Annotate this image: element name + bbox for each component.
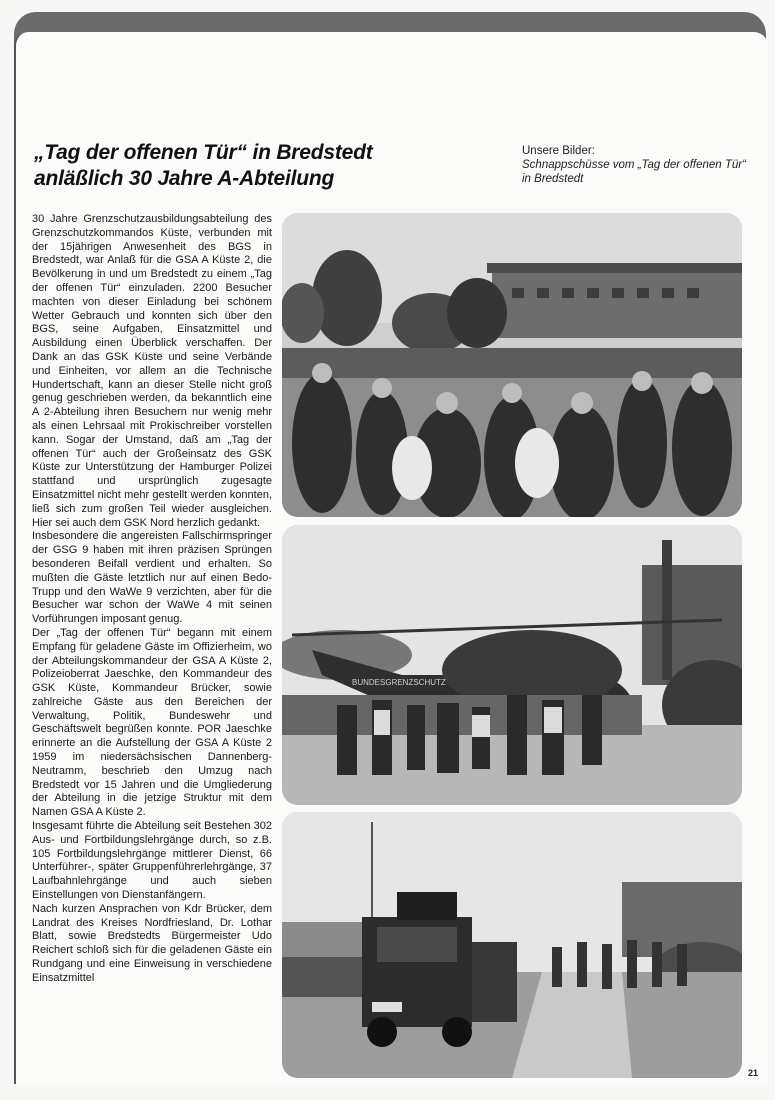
- photo-helicopter: [282, 525, 742, 805]
- article-title-line2: anläßlich 30 Jahre A-Abteilung: [34, 167, 335, 190]
- article-paragraph: Nach kurzen Ansprachen von Kdr Brücker, dem Landrat des Kreises Nordfriesland, Dr. Lothar Blatt, sowie Bredstedts Bürgermeister Udo Reichert schloß sich für die geladenen Gäste ein Rundgang und eine Einweisung in verschiedene Einsatzmittel: [32, 902, 272, 984]
- helicopter-marking: BUNDESGRENZSCHUTZ: [352, 678, 446, 687]
- photo-caption: [522, 144, 752, 186]
- article-paragraph: Insbesondere die angereisten Fallschirmspringer der GSG 9 haben mit ihren präzisen Sprüngen besonderen Beifall verdient und erhalten. So mußten die Gäste letztlich nur auf einen Bedo-Trupp und den WaWe 9 verzichten, aber für die Besucher war schon der WaWe 4 mit seinen Vorführungen imposant genug.: [32, 530, 272, 626]
- article-paragraph: Der „Tag der offenen Tür“ begann mit einem Empfang für geladene Gäste im Offizierheim, wo der Abteilungskommandeur der GSA A Küste 2, Polizeioberrat Jaeschke, den Kommandeur des GSK Küste, Kommandeur Brücker, sowie zahlreiche Gäste aus den Bereichen der Verwaltung, Politik, Bundeswehr und Geschäftswelt begrüßen konnte. POR Jaeschke erinnerte an die Aufstellung der GSA A Küste 2 1959 im niedersächsischen Dannenberg-Neutramm, beschrieb den Umzug nach Bredstedt vor 15 Jahren und die Umgliederung der Abteilung in die jetzige Struktur mit dem Namen GSA A Küste 2.: [32, 626, 272, 819]
- page-number: 21: [748, 1068, 759, 1078]
- photo-vehicle: [282, 812, 742, 1078]
- photo-caption-heading: Unsere Bilder:: [522, 145, 595, 157]
- article-title-line1: „Tag der offenen Tür“ in Bredstedt: [34, 141, 373, 164]
- photo-crowd-lawn: [282, 213, 742, 517]
- article-paragraph: 30 Jahre Grenzschutzausbildungsabteilung des Grenzschutzkommandos Küste, verbunden mit der 15jährigen Anwesenheit des BGS in Bredstedt, war Anlaß für die GSA A Küste 2, die Bevölkerung in und um Bredstedt zu einem „Tag der offenen Tür“ einzuladen. 2200 Besucher machten von dieser Einladung bei schönem Wetter Gebrauch und konnten sich über den BGS, seine Aufgaben, Einsatzmittel und Ausbildung einen Überblick verschaffen. Der Dank an das GSK Küste und seine Verbände und Einheiten, vor allem an die Technische Hundertschaft, kann an dieser Stelle nicht groß genug geschrieben werden, da bekanntlich eine A 2-Abteilung ihren Besuchern nur wenig mehr als einen Lehrsaal mit Prokischreiber vorstellen kann. Sogar der Umstand, daß am „Tag der offenen Tür“ auch der Großeinsatz des GSK Küste zur Unterstützung der Hamburger Polizei stattfand und ursprünglich zugesagte Einsatzmittel nicht mehr gestellt werden konnten, ließ sich zum großen Teil wieder ausgleichen. Hier sei auch dem GSK Nord herzlich gedankt.: [32, 213, 272, 529]
- photo-helicopter-image: [282, 525, 742, 805]
- article-body: [32, 213, 272, 986]
- photo-crowd-lawn-image: [282, 213, 742, 517]
- photo-vehicle-image: [282, 812, 742, 1078]
- article-title: [34, 140, 514, 192]
- photo-caption-text: Schnappschüsse vom „Tag der offenen Tür“ in Bredstedt: [522, 159, 746, 185]
- article-paragraph: Insgesamt führte die Abteilung seit Bestehen 302 Aus- und Fortbildungslehrgänge durch, so z.B. 105 Fortbildungslehrgänge mittlerer Dienst, 66 Unterführer-, später Gruppenführerlehrgänge, 37 Laufbahnlehrgänge und auch sieben Einstellungen von Dienstanfängern.: [32, 820, 272, 902]
